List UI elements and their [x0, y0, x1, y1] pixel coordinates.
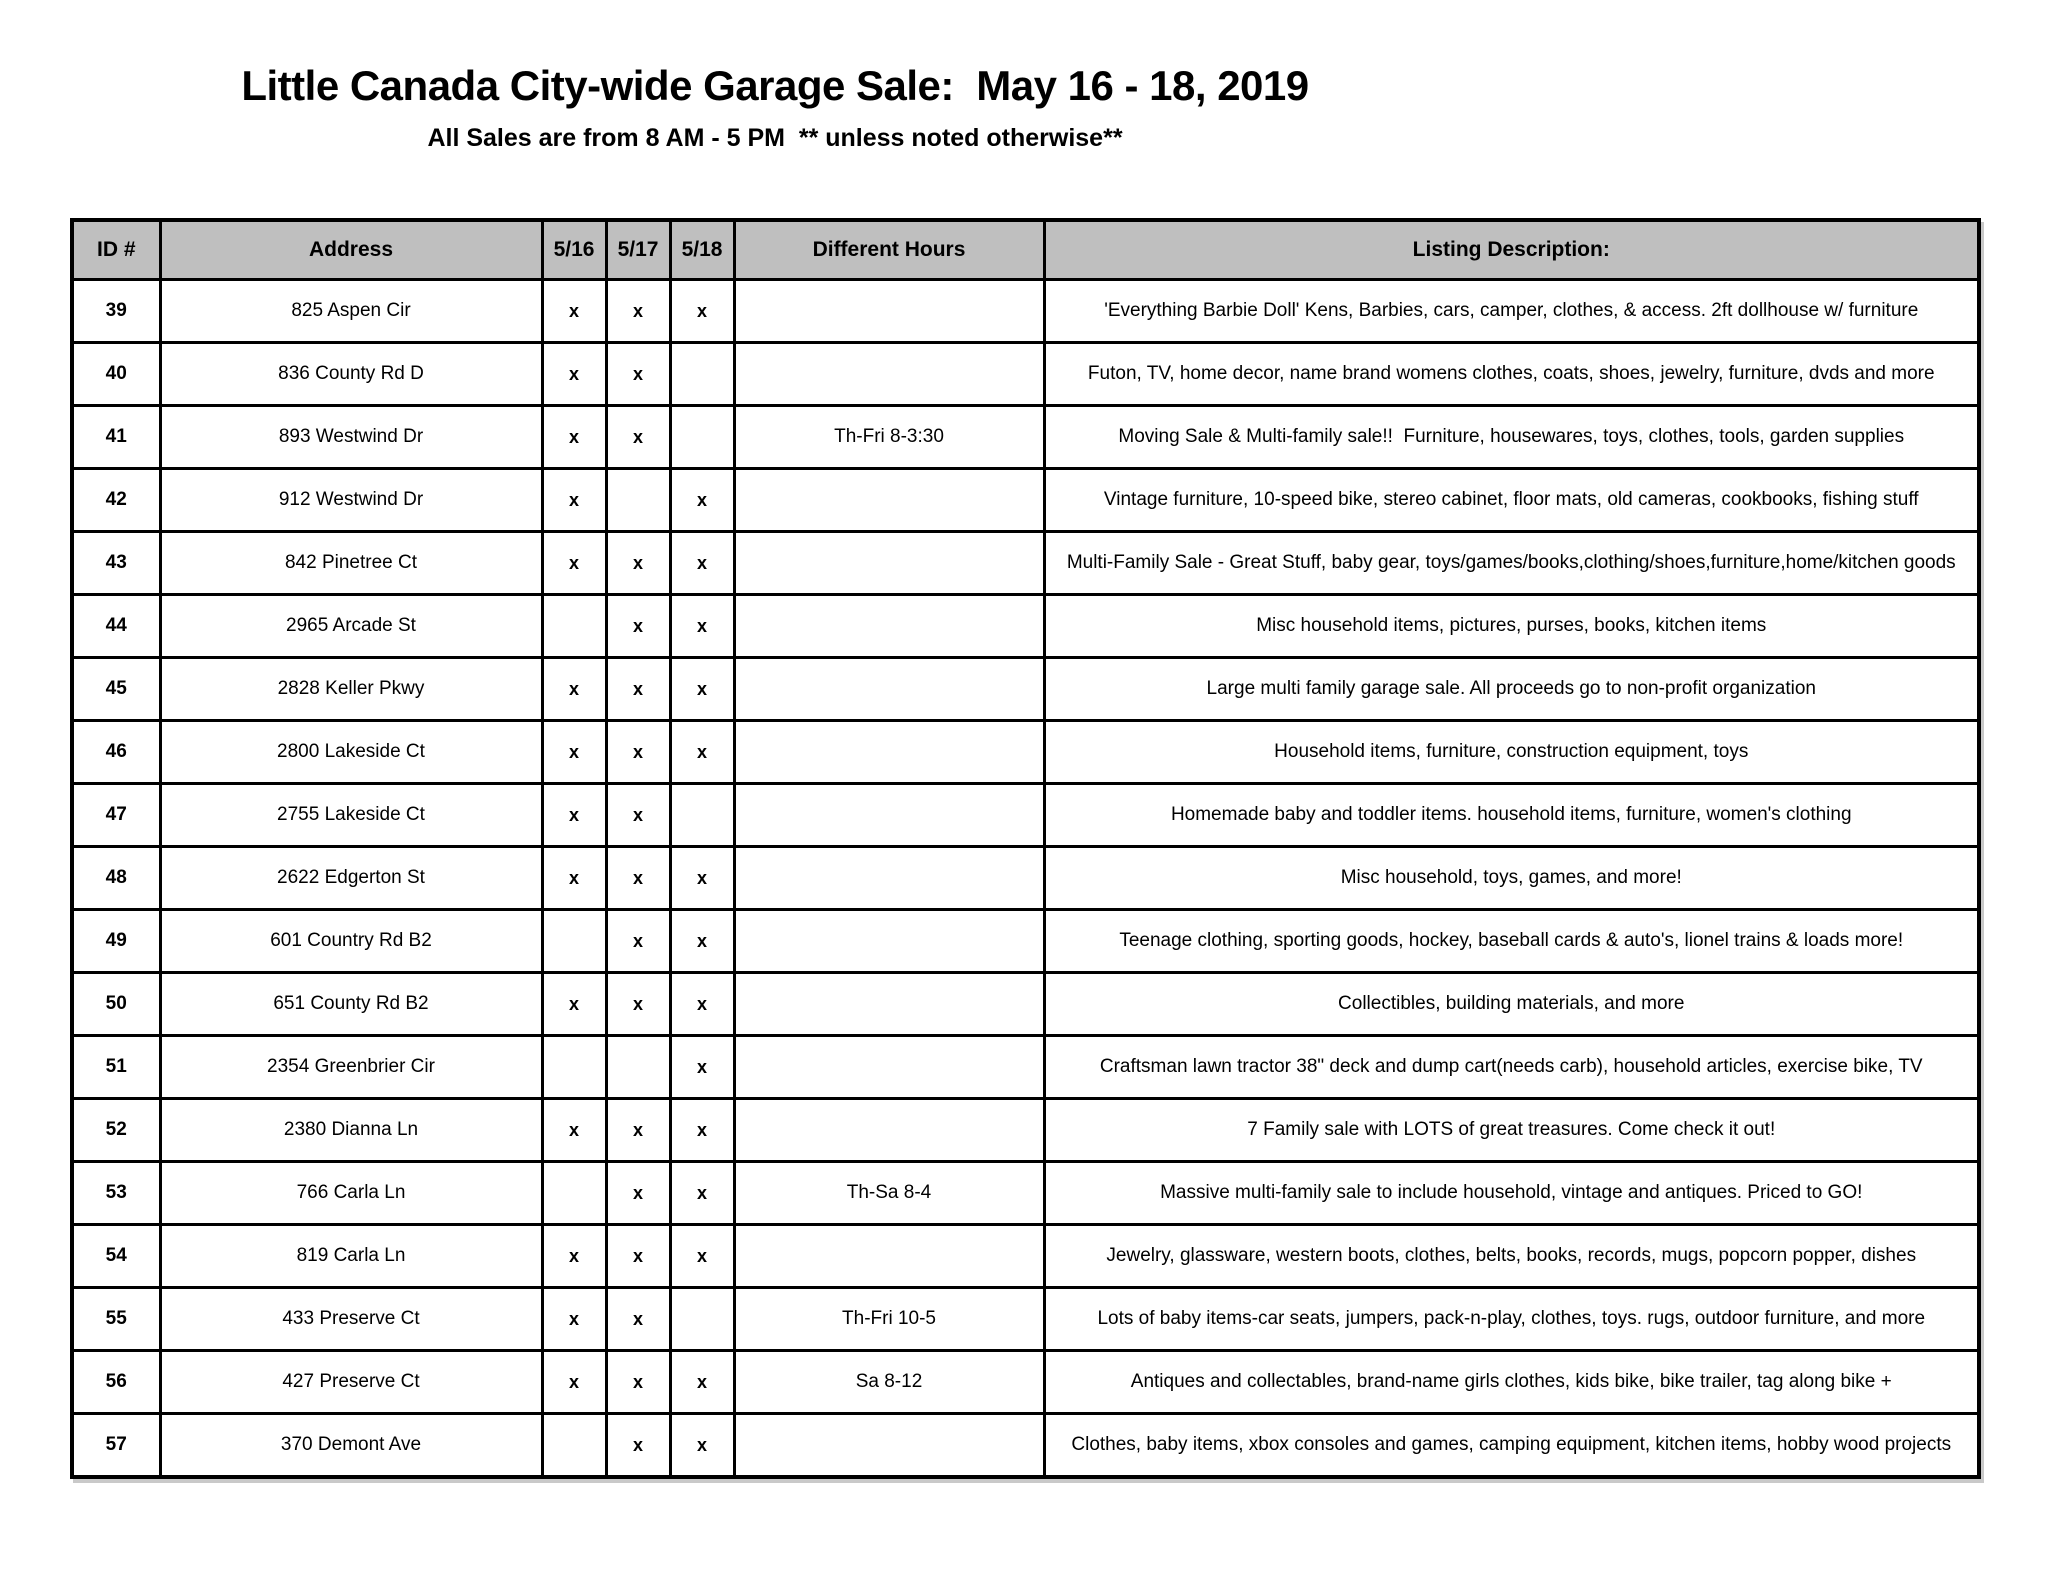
sale-id-cell: 43	[72, 532, 160, 595]
table-row	[72, 1099, 1979, 1162]
sale-hours-cell	[734, 595, 1044, 658]
sale-day3-check-cell: x	[670, 1351, 734, 1414]
sale-id-cell: 53	[72, 1162, 160, 1225]
sale-id-cell: 46	[72, 721, 160, 784]
sale-id-cell: 42	[72, 469, 160, 532]
sale-day2-check-cell	[606, 1036, 670, 1099]
sale-day3-check-cell: x	[670, 910, 734, 973]
sale-address-cell: 2828 Keller Pkwy	[160, 658, 542, 721]
sale-hours-cell	[734, 658, 1044, 721]
sale-address-cell: 842 Pinetree Ct	[160, 532, 542, 595]
sale-description-cell: Vintage furniture, 10-speed bike, stereo cabinet, floor mats, old cameras, cookbooks, fishing stuff	[1044, 469, 1979, 532]
sale-day2-check-cell: x	[606, 721, 670, 784]
sale-address-cell: 2354 Greenbrier Cir	[160, 1036, 542, 1099]
sale-id-cell: 41	[72, 406, 160, 469]
sale-day2-check-cell: x	[606, 784, 670, 847]
sale-day2-check-cell: x	[606, 1414, 670, 1478]
sale-day3-check-cell	[670, 343, 734, 406]
sale-day1-check-cell: x	[542, 469, 606, 532]
table-row	[72, 532, 1979, 595]
sale-day3-check-cell	[670, 1288, 734, 1351]
column-header-address: Address	[160, 220, 542, 280]
sale-day1-check-cell	[542, 1036, 606, 1099]
sale-hours-cell	[734, 1225, 1044, 1288]
sale-id-cell: 50	[72, 973, 160, 1036]
sale-address-cell: 766 Carla Ln	[160, 1162, 542, 1225]
sale-day2-check-cell: x	[606, 595, 670, 658]
sale-day2-check-cell: x	[606, 1099, 670, 1162]
sale-day3-check-cell: x	[670, 280, 734, 343]
sale-address-cell: 836 County Rd D	[160, 343, 542, 406]
sale-address-cell: 601 Country Rd B2	[160, 910, 542, 973]
sale-day1-check-cell: x	[542, 847, 606, 910]
sale-day2-check-cell	[606, 469, 670, 532]
page-title: Little Canada City-wide Garage Sale: May 16 - 18, 2019	[241, 62, 1309, 109]
sale-id-cell: 57	[72, 1414, 160, 1478]
sale-address-cell: 2800 Lakeside Ct	[160, 721, 542, 784]
sale-day3-check-cell	[670, 406, 734, 469]
column-header-listing-description: Listing Description:	[1044, 220, 1979, 280]
sale-day3-check-cell: x	[670, 469, 734, 532]
sale-description-cell: Multi-Family Sale - Great Stuff, baby gear, toys/games/books,clothing/shoes,furniture,home/kitchen goods	[1044, 532, 1979, 595]
sale-day3-check-cell: x	[670, 658, 734, 721]
table-row	[72, 784, 1979, 847]
table-row	[72, 1351, 1979, 1414]
sale-hours-cell	[734, 847, 1044, 910]
sale-day1-check-cell	[542, 595, 606, 658]
sale-hours-cell	[734, 910, 1044, 973]
sale-address-cell: 2622 Edgerton St	[160, 847, 542, 910]
table-row	[72, 406, 1979, 469]
sale-day1-check-cell: x	[542, 784, 606, 847]
sale-day2-check-cell: x	[606, 343, 670, 406]
sale-description-cell: Craftsman lawn tractor 38" deck and dump cart(needs carb), household articles, exercise bike, TV	[1044, 1036, 1979, 1099]
sale-day3-check-cell	[670, 784, 734, 847]
table-row	[72, 343, 1979, 406]
sale-day2-check-cell: x	[606, 910, 670, 973]
sale-day3-check-cell: x	[670, 595, 734, 658]
sale-address-cell: 651 County Rd B2	[160, 973, 542, 1036]
sale-day3-check-cell: x	[670, 721, 734, 784]
sale-hours-cell	[734, 532, 1044, 595]
sale-id-cell: 55	[72, 1288, 160, 1351]
column-header-date-518: 5/18	[670, 220, 734, 280]
sale-description-cell: Massive multi-family sale to include household, vintage and antiques. Priced to GO!	[1044, 1162, 1979, 1225]
sale-day1-check-cell: x	[542, 658, 606, 721]
sale-day1-check-cell	[542, 910, 606, 973]
sale-description-cell: 7 Family sale with LOTS of great treasures. Come check it out!	[1044, 1099, 1979, 1162]
sale-description-cell: Misc household, toys, games, and more!	[1044, 847, 1979, 910]
sale-hours-cell	[734, 1036, 1044, 1099]
table-row	[72, 721, 1979, 784]
table-row	[72, 595, 1979, 658]
sale-day2-check-cell: x	[606, 532, 670, 595]
sale-hours-cell	[734, 280, 1044, 343]
sale-description-cell: Teenage clothing, sporting goods, hockey, baseball cards & auto's, lionel trains & loads more!	[1044, 910, 1979, 973]
sale-id-cell: 44	[72, 595, 160, 658]
sale-day2-check-cell: x	[606, 658, 670, 721]
sale-day3-check-cell: x	[670, 1414, 734, 1478]
sale-day2-check-cell: x	[606, 406, 670, 469]
sale-description-cell: Futon, TV, home decor, name brand womens clothes, coats, shoes, jewelry, furniture, dvds and more	[1044, 343, 1979, 406]
table-row	[72, 280, 1979, 343]
table-row	[72, 973, 1979, 1036]
sale-day2-check-cell: x	[606, 1162, 670, 1225]
sale-hours-cell	[734, 1414, 1044, 1478]
sale-id-cell: 56	[72, 1351, 160, 1414]
sale-address-cell: 912 Westwind Dr	[160, 469, 542, 532]
sale-address-cell: 427 Preserve Ct	[160, 1351, 542, 1414]
sale-day1-check-cell: x	[542, 532, 606, 595]
sale-hours-cell	[734, 784, 1044, 847]
sale-address-cell: 433 Preserve Ct	[160, 1288, 542, 1351]
sale-description-cell: Jewelry, glassware, western boots, clothes, belts, books, records, mugs, popcorn popper, dishes	[1044, 1225, 1979, 1288]
table-row	[72, 1225, 1979, 1288]
sale-description-cell: Moving Sale & Multi-family sale!! Furniture, housewares, toys, clothes, tools, garden supplies	[1044, 406, 1979, 469]
column-header-date-517: 5/17	[606, 220, 670, 280]
sale-address-cell: 825 Aspen Cir	[160, 280, 542, 343]
table-row	[72, 910, 1979, 973]
sale-hours-cell	[734, 1099, 1044, 1162]
sale-day3-check-cell: x	[670, 1225, 734, 1288]
table-header-row	[72, 220, 1979, 280]
column-header-date-516: 5/16	[542, 220, 606, 280]
sale-day1-check-cell: x	[542, 1288, 606, 1351]
column-header-id: ID #	[72, 220, 160, 280]
sale-day1-check-cell	[542, 1414, 606, 1478]
sale-id-cell: 45	[72, 658, 160, 721]
sale-description-cell: Lots of baby items-car seats, jumpers, pack-n-play, clothes, toys. rugs, outdoor furniture, and more	[1044, 1288, 1979, 1351]
sale-description-cell: Misc household items, pictures, purses, books, kitchen items	[1044, 595, 1979, 658]
table-row	[72, 1036, 1979, 1099]
sale-id-cell: 49	[72, 910, 160, 973]
sale-day1-check-cell	[542, 1162, 606, 1225]
sale-day2-check-cell: x	[606, 1288, 670, 1351]
sale-description-cell: Collectibles, building materials, and more	[1044, 973, 1979, 1036]
sale-day2-check-cell: x	[606, 847, 670, 910]
sale-day1-check-cell: x	[542, 343, 606, 406]
sale-hours-cell	[734, 721, 1044, 784]
sale-id-cell: 52	[72, 1099, 160, 1162]
sale-address-cell: 893 Westwind Dr	[160, 406, 542, 469]
sale-day3-check-cell: x	[670, 847, 734, 910]
page-subtitle: All Sales are from 8 AM - 5 PM ** unless noted otherwise**	[427, 124, 1123, 152]
column-header-different-hours: Different Hours	[734, 220, 1044, 280]
sale-id-cell: 47	[72, 784, 160, 847]
sale-address-cell: 2380 Dianna Ln	[160, 1099, 542, 1162]
sale-id-cell: 54	[72, 1225, 160, 1288]
sale-id-cell: 39	[72, 280, 160, 343]
sale-day1-check-cell: x	[542, 1099, 606, 1162]
sale-hours-cell	[734, 469, 1044, 532]
sale-description-cell: 'Everything Barbie Doll' Kens, Barbies, cars, camper, clothes, & access. 2ft dollhouse w/ furniture	[1044, 280, 1979, 343]
table-row	[72, 1288, 1979, 1351]
sale-day1-check-cell: x	[542, 280, 606, 343]
sale-hours-cell: Th-Fri 8-3:30	[734, 406, 1044, 469]
sale-address-cell: 2965 Arcade St	[160, 595, 542, 658]
table-row	[72, 469, 1979, 532]
table-row	[72, 1162, 1979, 1225]
sale-table-body	[72, 280, 1979, 1478]
sale-hours-cell: Th-Fri 10-5	[734, 1288, 1044, 1351]
sale-day1-check-cell: x	[542, 1351, 606, 1414]
sale-day2-check-cell: x	[606, 973, 670, 1036]
sale-day1-check-cell: x	[542, 973, 606, 1036]
sale-day3-check-cell: x	[670, 532, 734, 595]
garage-sale-table	[70, 218, 1981, 1479]
sale-id-cell: 51	[72, 1036, 160, 1099]
sale-description-cell: Antiques and collectables, brand-name girls clothes, kids bike, bike trailer, tag along bike +	[1044, 1351, 1979, 1414]
sale-id-cell: 40	[72, 343, 160, 406]
sale-address-cell: 370 Demont Ave	[160, 1414, 542, 1478]
sale-day3-check-cell: x	[670, 1099, 734, 1162]
sale-hours-cell: Th-Sa 8-4	[734, 1162, 1044, 1225]
table-row	[72, 1414, 1979, 1478]
sale-day2-check-cell: x	[606, 280, 670, 343]
sale-day1-check-cell: x	[542, 721, 606, 784]
table-row	[72, 658, 1979, 721]
sale-day1-check-cell: x	[542, 1225, 606, 1288]
sale-hours-cell: Sa 8-12	[734, 1351, 1044, 1414]
sale-description-cell: Clothes, baby items, xbox consoles and games, camping equipment, kitchen items, hobby wood projects	[1044, 1414, 1979, 1478]
sale-id-cell: 48	[72, 847, 160, 910]
sale-hours-cell	[734, 973, 1044, 1036]
sale-day3-check-cell: x	[670, 1036, 734, 1099]
sale-description-cell: Household items, furniture, construction equipment, toys	[1044, 721, 1979, 784]
sale-address-cell: 2755 Lakeside Ct	[160, 784, 542, 847]
sale-description-cell: Homemade baby and toddler items. household items, furniture, women's clothing	[1044, 784, 1979, 847]
sale-day1-check-cell: x	[542, 406, 606, 469]
sale-day3-check-cell: x	[670, 1162, 734, 1225]
sale-address-cell: 819 Carla Ln	[160, 1225, 542, 1288]
sale-day2-check-cell: x	[606, 1351, 670, 1414]
sale-day2-check-cell: x	[606, 1225, 670, 1288]
document-header	[70, 62, 1480, 153]
sale-hours-cell	[734, 343, 1044, 406]
table-row	[72, 847, 1979, 910]
sale-description-cell: Large multi family garage sale. All proceeds go to non-profit organization	[1044, 658, 1979, 721]
sale-day3-check-cell: x	[670, 973, 734, 1036]
